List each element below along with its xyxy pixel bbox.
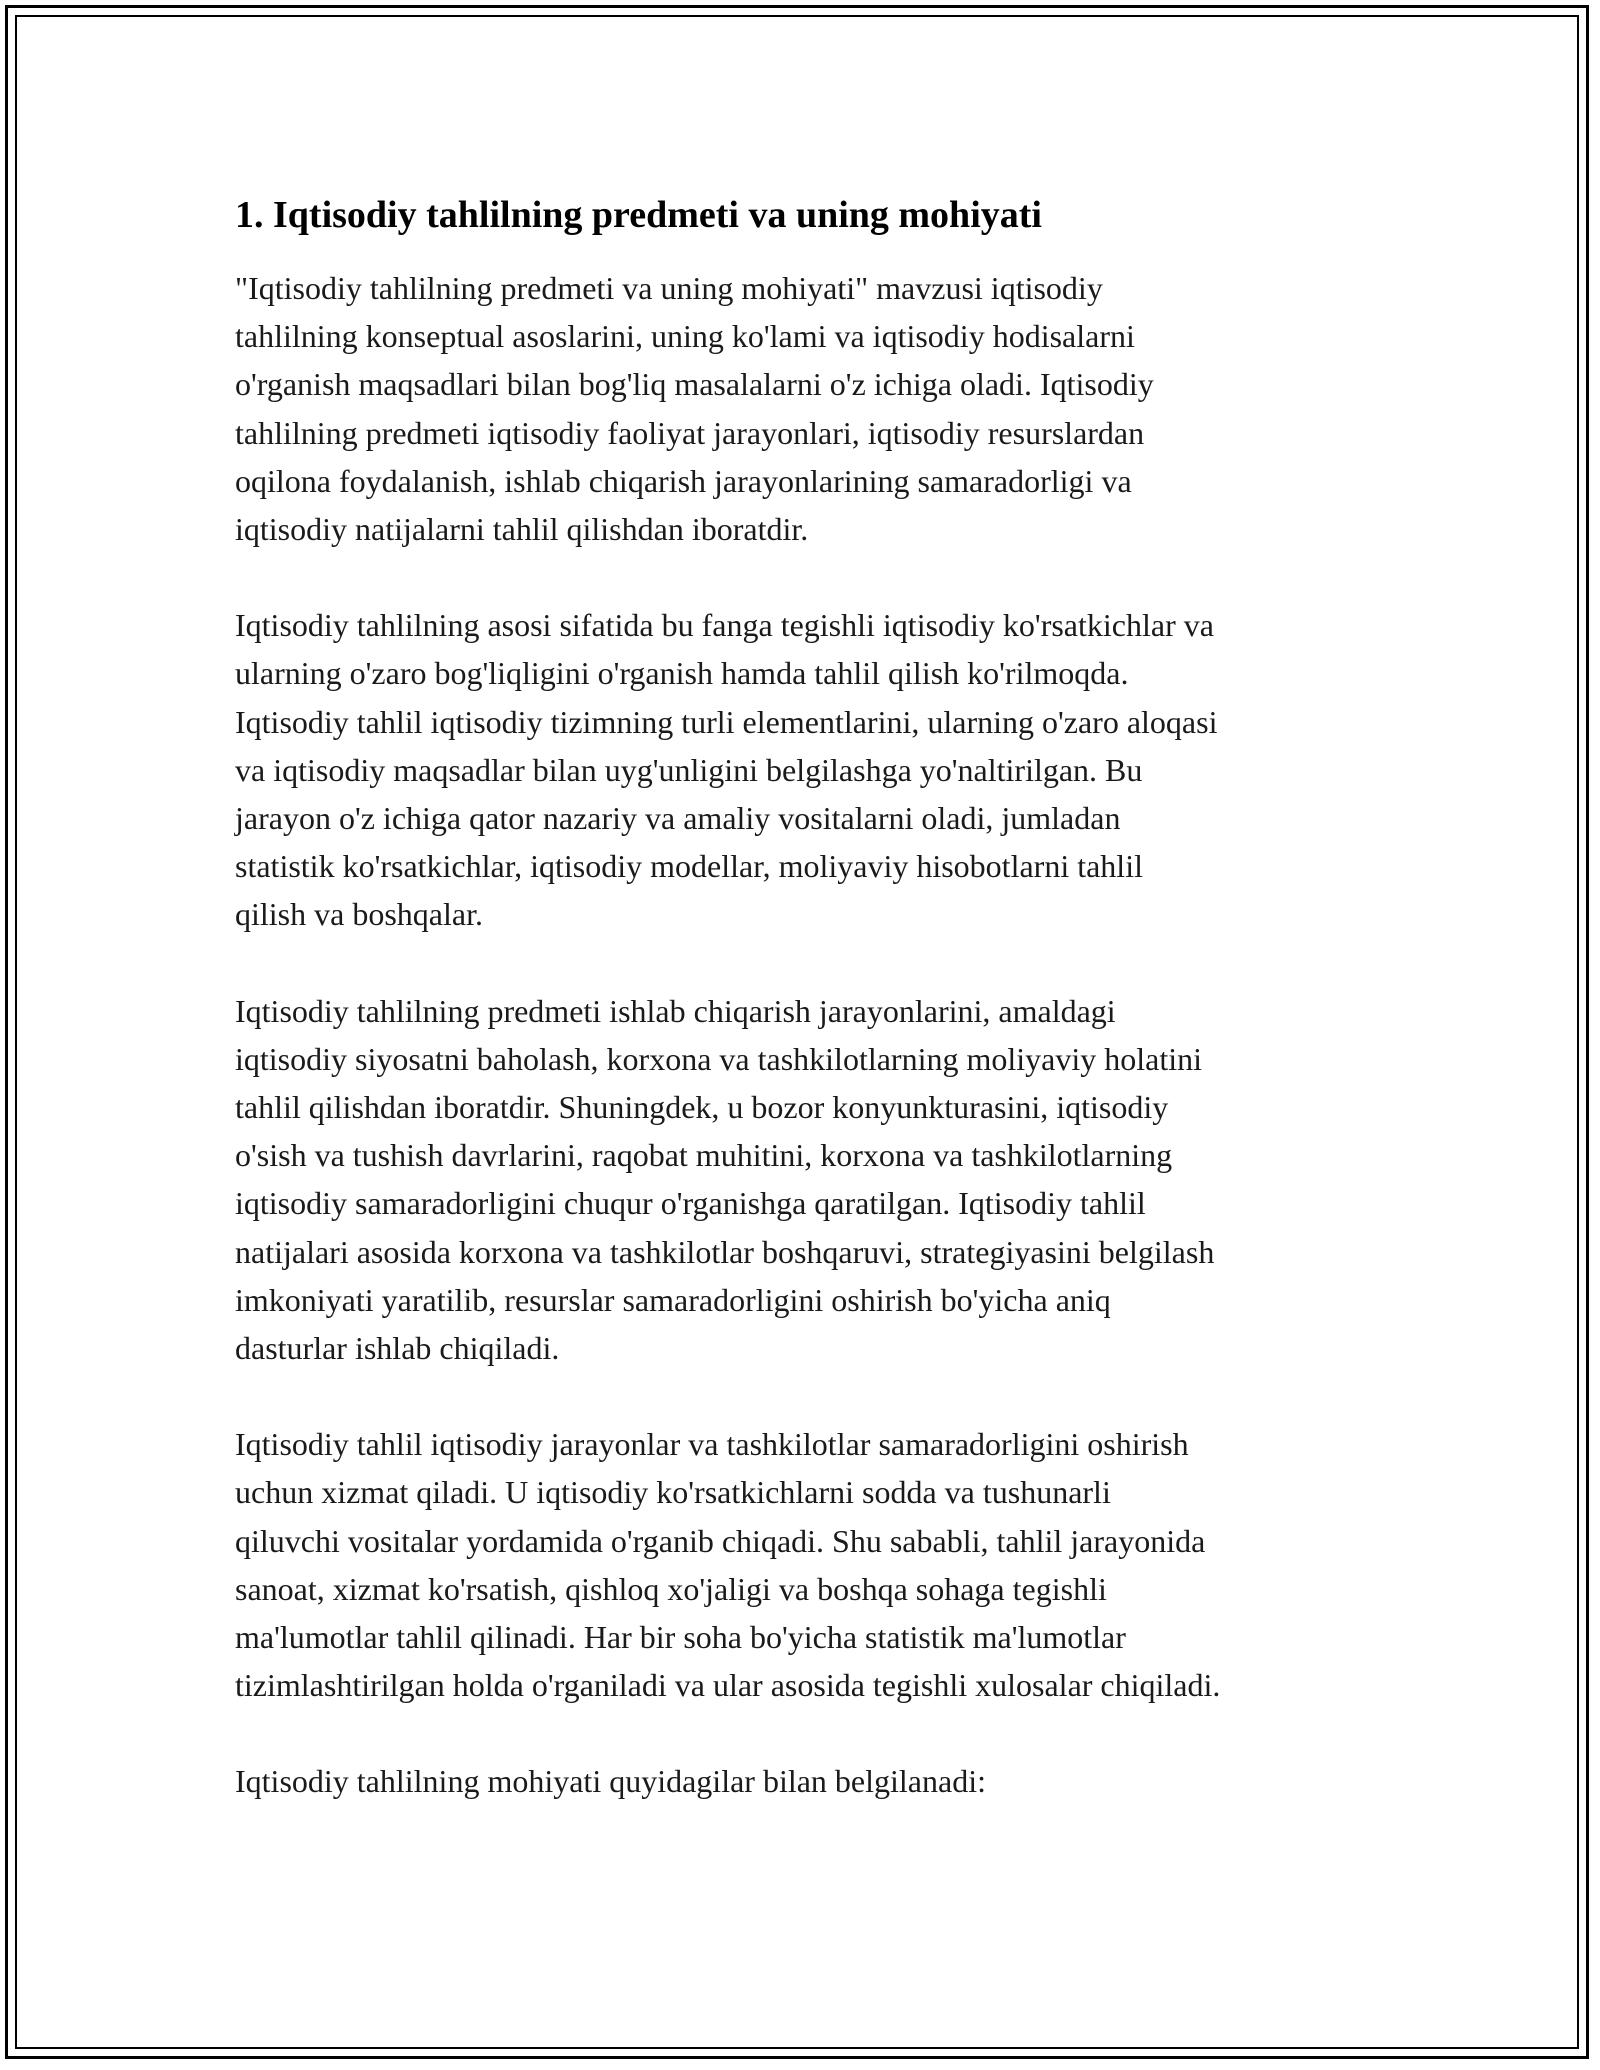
- paragraph-essence-lead: Iqtisodiy tahlilning mohiyati quyidagilar bilan belgilanadi:: [235, 1763, 986, 1800]
- document-body: [235, 188, 1375, 1854]
- paragraph-analysis-basis: Iqtisodiy tahlilning asosi sifatida bu fanga tegishli iqtisodiy ko'rsatkichlar va ularning o'zaro bog'liqligini o'rganish hamda tahlil qilish ko'rilmoqda. Iqtisodiy tahlil iqtisodiy tizimning turli elementlarini, ularning o'zaro aloqasi va iqtisodiy maqsadlar bilan uyg'unligini belgilashga yo'naltirilgan. Bu jarayon o'z ichiga qator nazariy va amaliy vositalarni oladi, jumladan statistik ko'rsatkichlar, iqtisodiy modellar, moliyaviy hisobotlarni tahlil qilish va boshqalar.: [235, 607, 1218, 933]
- section-heading: 1. Iqtisodiy tahlilning predmeti va uning mohiyati: [235, 194, 1042, 236]
- paragraph-analysis-subject: Iqtisodiy tahlilning predmeti ishlab chiqarish jarayonlarini, amaldagi iqtisodiy siyosatni baholash, korxona va tashkilotlarning moliyaviy holatini tahlil qilishdan iboratdir. Shuningdek, u bozor konyunkturasini, iqtisodiy o'sish va tushish davrlarini, raqobat muhitini, korxona va tashkilotlarning iqtisodiy samaradorligini chuqur o'rganishga qaratilgan. Iqtisodiy tahlil natijalari asosida korxona va tashkilotlar boshqaruvi, strategiyasini belgilash imkoniyati yaratilib, resurslar samaradorligini oshirish bo'yicha aniq dasturlar ishlab chiqiladi.: [235, 992, 1215, 1367]
- paragraph-analysis-purpose: Iqtisodiy tahlil iqtisodiy jarayonlar va tashkilotlar samaradorligini oshirish uchun xizmat qiladi. U iqtisodiy ko'rsatkichlarni sodda va tushunarli qiluvchi vositalar yordamida o'rganib chiqadi. Shu sababli, tahlil jarayonida sanoat, xizmat ko'rsatish, qishloq xo'jaligi va boshqa sohaga tegishli ma'lumotlar tahlil qilinadi. Har bir soha bo'yicha statistik ma'lumotlar tizimlashtirilgan holda o'rganiladi va ular asosida tegishli xulosalar chiqiladi.: [235, 1426, 1221, 1704]
- paragraph-subject-intro: "Iqtisodiy tahlilning predmeti va uning mohiyati" mavzusi iqtisodiy tahlilning konseptual asoslarini, uning ko'lami va iqtisodiy hodisalarni o'rganish maqsadlari bilan bog'liq masalalarni o'z ichiga oladi. Iqtisodiy tahlilning predmeti iqtisodiy faoliyat jarayonlari, iqtisodiy resurslardan oqilona foydalanish, ishlab chiqarish jarayonlarining samaradorligi va iqtisodiy natijalarni tahlil qilishdan iboratdir.: [235, 270, 1154, 548]
